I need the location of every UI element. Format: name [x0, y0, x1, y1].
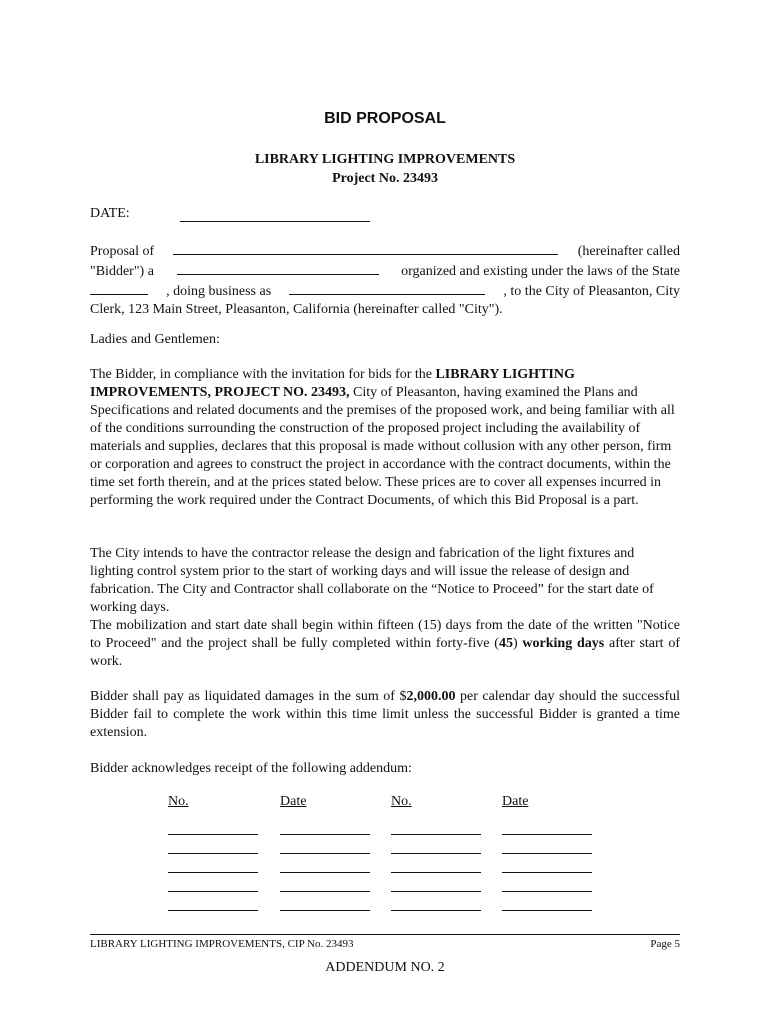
addendum-acknowledgement: Bidder acknowledges receipt of the following addendum: [90, 761, 412, 776]
bidder-compliance-paragraph [90, 366, 680, 510]
addenda-header-date: Date [280, 794, 307, 809]
proposal-paragraph [90, 241, 680, 319]
mobilization-paragraph [90, 617, 680, 671]
mobilization-mid: ) [512, 636, 523, 651]
addenda-blank[interactable] [502, 892, 592, 911]
addenda-blank[interactable] [391, 816, 481, 835]
addenda-blank[interactable] [502, 873, 592, 892]
addenda-blank[interactable] [391, 835, 481, 854]
bidder-name-blank[interactable] [173, 241, 558, 255]
date-field-row [90, 206, 130, 222]
bidder-paragraph-pre: The Bidder, in compliance with the invitation for bids for the [90, 367, 436, 382]
doing-business-as-text: , doing business as [166, 284, 272, 299]
addenda-blank[interactable] [391, 892, 481, 911]
to-the-city-text: , to the City of Pleasanton, City [503, 284, 680, 299]
footer-project-label: LIBRARY LIGHTING IMPROVEMENTS, CIP No. 23493 [90, 938, 354, 950]
addenda-blank[interactable] [502, 835, 592, 854]
page-title: BID PROPOSAL [324, 110, 446, 127]
liquidated-pre: Bidder shall pay as liquidated damages in the sum of $ [90, 689, 407, 704]
addenda-col-no-1 [168, 794, 260, 911]
footer-page-number: Page 5 [650, 938, 680, 950]
liquidated-amount: 2,000.00 [406, 689, 456, 704]
mobilization-working-days: working days [522, 636, 605, 651]
date-blank-line[interactable] [180, 206, 370, 222]
bidder-paragraph-post: City of Pleasanton, having examined the Plans and Specifications and related documents and the premises of the proposed work, and being familiar with all of the conditions surrounding the construction of the proposed project including the availability of materials and supplies, declares that this proposal is made without collusion with any other person, firm or corporation and agrees to construct the project in accordance with the contract documents, within the time set forth therein, and at the prices stated below. These prices are to cover all expenses incurred in performing the work required under the Contract Documents, of which this Bid Proposal is a part. [90, 385, 675, 508]
addenda-blank[interactable] [168, 854, 258, 873]
organized-text: organized and existing under the laws of the State [401, 264, 680, 279]
addenda-blank[interactable] [391, 854, 481, 873]
addenda-blank[interactable] [280, 873, 370, 892]
addenda-blank[interactable] [280, 854, 370, 873]
footer-divider [90, 934, 680, 935]
addenda-header-no: No. [391, 794, 412, 809]
proposal-of-label: Proposal of [90, 244, 155, 259]
addenda-blank[interactable] [168, 835, 258, 854]
addenda-header-date: Date [502, 794, 529, 809]
city-intent-paragraph: The City intends to have the contractor release the design and fabrication of the light fixtures and lighting control system prior to the start of working days and will issue the release of design and fabrication. The City and Contractor shall collaborate on the “Notice to Proceed” for the start date of working days. [90, 546, 654, 615]
mobilization-pre: The mobilization and start date shall begin within fifteen (15) days from the date of the written "Notice to Proceed" and the project shall be fully completed within forty-five ( [90, 618, 680, 651]
addenda-blank[interactable] [280, 816, 370, 835]
project-title: LIBRARY LIGHTING IMPROVEMENTS [254, 152, 516, 167]
state-blank[interactable] [90, 281, 148, 295]
project-number: Project No. 23493 [332, 171, 438, 186]
addenda-col-no-2 [391, 794, 483, 911]
addenda-blank[interactable] [168, 873, 258, 892]
addenda-blank[interactable] [502, 816, 592, 835]
clerk-address-text: Clerk, 123 Main Street, Pleasanton, California (hereinafter called "City"). [90, 302, 503, 317]
mobilization-days-number: 45 [498, 636, 513, 651]
addendum-number: ADDENDUM NO. 2 [325, 960, 445, 975]
entity-type-blank[interactable] [177, 261, 379, 275]
addenda-blank[interactable] [280, 835, 370, 854]
addenda-blank[interactable] [502, 854, 592, 873]
hereinafter-called-text: (hereinafter called [577, 244, 680, 259]
addenda-blank[interactable] [168, 816, 258, 835]
addenda-header-no: No. [168, 794, 189, 809]
liquidated-post: per calendar day should the successful Bidder fail to complete the work within this time limit unless the successful Bidder is granted a time extension. [90, 689, 680, 740]
dba-name-blank[interactable] [289, 281, 485, 295]
addenda-blank[interactable] [168, 892, 258, 911]
date-label: DATE: [90, 206, 130, 221]
mobilization-post: after start of work. [90, 636, 680, 669]
bidder-a-text: "Bidder") a [90, 264, 154, 279]
addenda-col-date-2 [502, 794, 594, 911]
addenda-col-date-1 [280, 794, 372, 911]
salutation: Ladies and Gentlemen: [90, 332, 220, 347]
addenda-blank[interactable] [280, 892, 370, 911]
addenda-blank[interactable] [391, 873, 481, 892]
bidder-paragraph-project-name: LIBRARY LIGHTING IMPROVEMENTS, PROJECT NO. 23493, [90, 367, 575, 400]
liquidated-damages-paragraph [90, 688, 680, 742]
